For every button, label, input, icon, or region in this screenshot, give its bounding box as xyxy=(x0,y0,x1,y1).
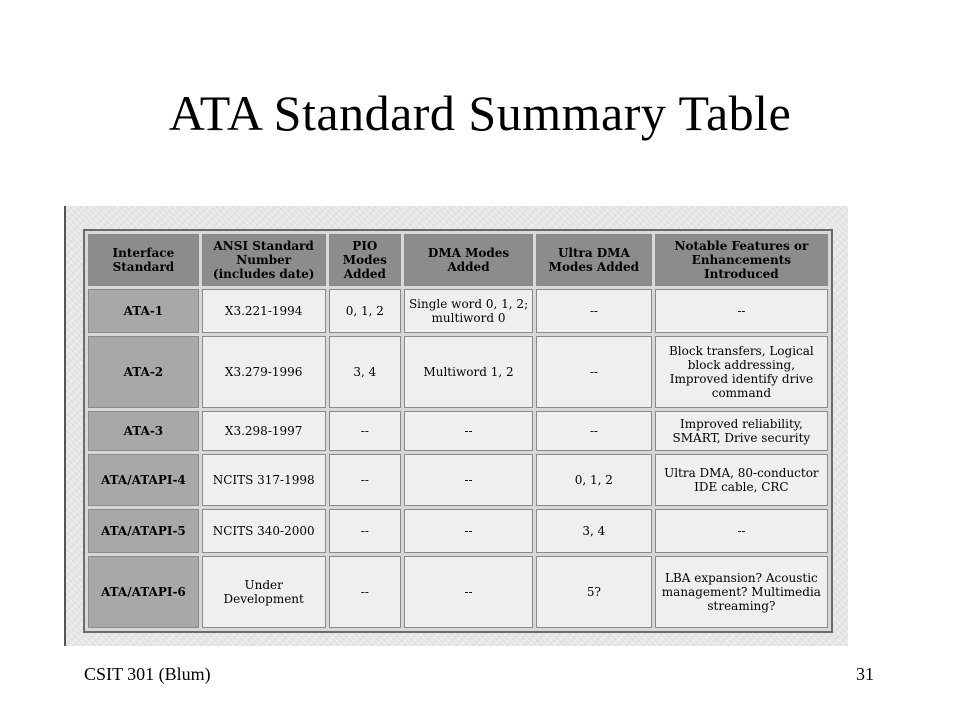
cell-pio: -- xyxy=(329,509,402,553)
cell-features: -- xyxy=(655,289,828,333)
cell-udma: -- xyxy=(536,336,652,408)
cell-interface: ATA-1 xyxy=(88,289,199,333)
cell-dma: -- xyxy=(404,411,533,451)
cell-pio: -- xyxy=(329,454,402,506)
table-header-row xyxy=(88,234,828,286)
cell-features: Block transfers, Logical block addressing, Improved identify drive command xyxy=(655,336,828,408)
cell-pio: -- xyxy=(329,411,402,451)
header-dma-modes: DMA Modes Added xyxy=(404,234,533,286)
slide-title: ATA Standard Summary Table xyxy=(168,85,792,141)
ata-table-image xyxy=(64,206,848,646)
footer-course-label: CSIT 301 (Blum) xyxy=(84,664,211,684)
header-interface-standard: Interface Standard xyxy=(88,234,199,286)
header-notable-features: Notable Features or Enhancements Introduced xyxy=(655,234,828,286)
cell-dma: Multiword 1, 2 xyxy=(404,336,533,408)
header-ultra-dma-modes: Ultra DMA Modes Added xyxy=(536,234,652,286)
cell-ansi: X3.279-1996 xyxy=(202,336,326,408)
cell-features: LBA expansion? Acoustic management? Multimedia streaming? xyxy=(655,556,828,628)
cell-pio: 3, 4 xyxy=(329,336,402,408)
cell-features: -- xyxy=(655,509,828,553)
cell-interface: ATA/ATAPI-6 xyxy=(88,556,199,628)
cell-ansi: X3.298-1997 xyxy=(202,411,326,451)
table-row xyxy=(88,289,828,333)
cell-interface: ATA-3 xyxy=(88,411,199,451)
cell-features: Ultra DMA, 80-conductor IDE cable, CRC xyxy=(655,454,828,506)
cell-interface: ATA/ATAPI-5 xyxy=(88,509,199,553)
cell-ansi: NCITS 317-1998 xyxy=(202,454,326,506)
table-row xyxy=(88,509,828,553)
cell-udma: -- xyxy=(536,411,652,451)
table-row xyxy=(88,454,828,506)
cell-pio: 0, 1, 2 xyxy=(329,289,402,333)
cell-interface: ATA-2 xyxy=(88,336,199,408)
header-ansi-standard-number: ANSI Standard Number (includes date) xyxy=(202,234,326,286)
cell-udma: 3, 4 xyxy=(536,509,652,553)
page-number: 31 xyxy=(856,664,874,684)
cell-udma: 5? xyxy=(536,556,652,628)
cell-dma: Single word 0, 1, 2; multiword 0 xyxy=(404,289,533,333)
cell-dma: -- xyxy=(404,509,533,553)
cell-interface: ATA/ATAPI-4 xyxy=(88,454,199,506)
cell-features: Improved reliability, SMART, Drive security xyxy=(655,411,828,451)
ata-summary-table xyxy=(83,229,833,633)
cell-ansi: Under Development xyxy=(202,556,326,628)
cell-udma: 0, 1, 2 xyxy=(536,454,652,506)
cell-dma: -- xyxy=(404,556,533,628)
table-row xyxy=(88,336,828,408)
cell-pio: -- xyxy=(329,556,402,628)
cell-udma: -- xyxy=(536,289,652,333)
cell-ansi: NCITS 340-2000 xyxy=(202,509,326,553)
table-row xyxy=(88,411,828,451)
table-row xyxy=(88,556,828,628)
cell-ansi: X3.221-1994 xyxy=(202,289,326,333)
cell-dma: -- xyxy=(404,454,533,506)
header-pio-modes: PIO Modes Added xyxy=(329,234,402,286)
